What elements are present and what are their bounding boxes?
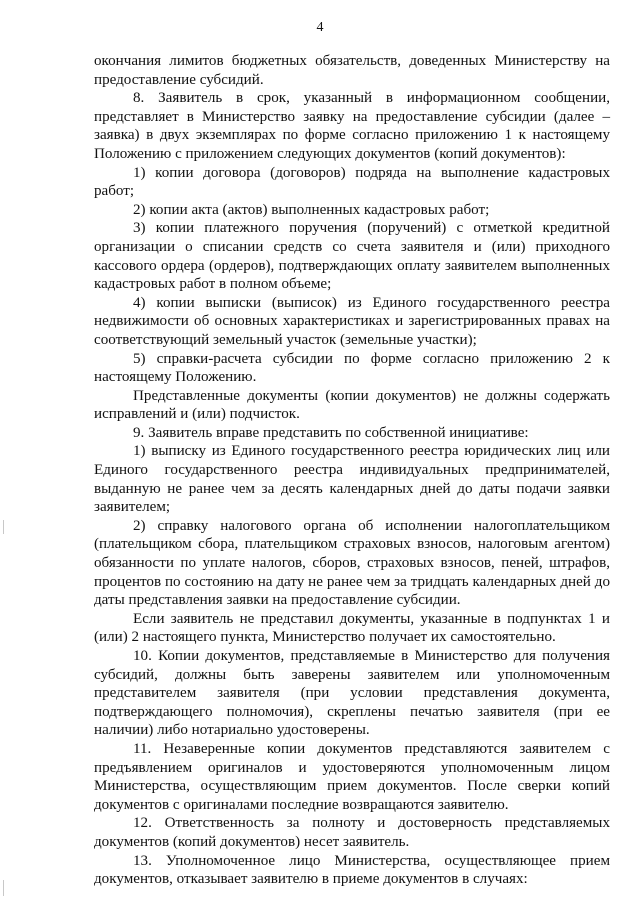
paragraph-item-11: 11. Незаверенные копии документов представляются заявителем с предъявлением оригиналов и удостоверяются уполномоченным лицом Министерства, осуществляющим прием документов. После сверки копий документов с оригиналами последние возвращаются заявителю. [94,740,610,813]
document-body [94,52,610,889]
paragraph-item-9: 9. Заявитель вправе представить по собственной инициативе: [133,424,529,441]
paragraph-item-8-4: 4) копии выписки (выписок) из Единого государственного реестра недвижимости об основных характеристиках и зарегистрированных правах на соответствующий земельный участок (земельные участки); [94,294,610,348]
paragraph-item-9-1: 1) выписку из Единого государственного реестра юридических лиц или Единого государственного реестра индивидуальных предпринимателей, выданную не ранее чем за десять календарных дней до даты подачи заявки заявителем; [94,443,610,516]
paragraph-continuation: окончания лимитов бюджетных обязательств, доведенных Министерству на предоставление субсидий. [94,53,610,88]
paragraph-documents-requirement: Представленные документы (копии документов) не должны содержать исправлений и (или) подчисток. [94,387,610,423]
paragraph-item-8-3: 3) копии платежного поручения (поручений) с отметкой кредитной организации о списании средств со счета заявителя и (или) приходного кассового ордера (ордеров), подтверждающих оплату заявителем выполненных кадастровых работ в полном объеме; [94,220,610,293]
paragraph-item-10: 10. Копии документов, представляемые в Министерство для получения субсидий, должны быть заверены заявителем или уполномоченным представителем заявителя (при условии представления документа, подтверждающего полномочия), скреплены печатью заявителя (при ее наличии) либо нотариально удостоверены. [94,648,610,739]
paragraph-item-9-note: Если заявитель не представил документы, указанные в подпунктах 1 и (или) 2 настоящего пункта, Министерство получает их самостоятельно. [94,610,610,646]
paragraph-item-12: 12. Ответственность за полноту и достоверность представляемых документов (копий документов) несет заявитель. [94,815,610,850]
scan-edge-mark [3,880,4,896]
paragraph-item-9-2: 2) справку налогового органа об исполнении налогоплательщиком (плательщиком сбора, плательщиком страховых взносов, налоговым агентом) обязанности по уплате налогов, сборов, страховых взносов, пеней, штрафов, процентов по состоянию на дату не ранее чем за тридцать календарных дней до даты представления заявки на предоставление субсидии. [94,517,610,609]
scan-edge-mark [3,520,4,534]
paragraph-item-8-5: 5) справки-расчета субсидии по форме согласно приложению 2 к настоящему Положению. [94,350,610,386]
page-number: 4 [316,20,324,35]
paragraph-item-13: 13. Уполномоченное лицо Министерства, осуществляющее прием документов, отказывает заявителю в приеме документов в случаях: [94,852,610,888]
paragraph-item-8: 8. Заявитель в срок, указанный в информационном сообщении, представляет в Министерство заявку на предоставление субсидии (далее – заявка) в двух экземплярах по форме согласно приложению 1 к настоящему Положению с приложением следующих документов (копий документов): [94,90,610,162]
paragraph-item-8-2: 2) копии акта (актов) выполненных кадастровых работ; [133,201,490,218]
paragraph-item-8-1: 1) копии договора (договоров) подряда на выполнение кадастровых работ; [94,164,610,200]
